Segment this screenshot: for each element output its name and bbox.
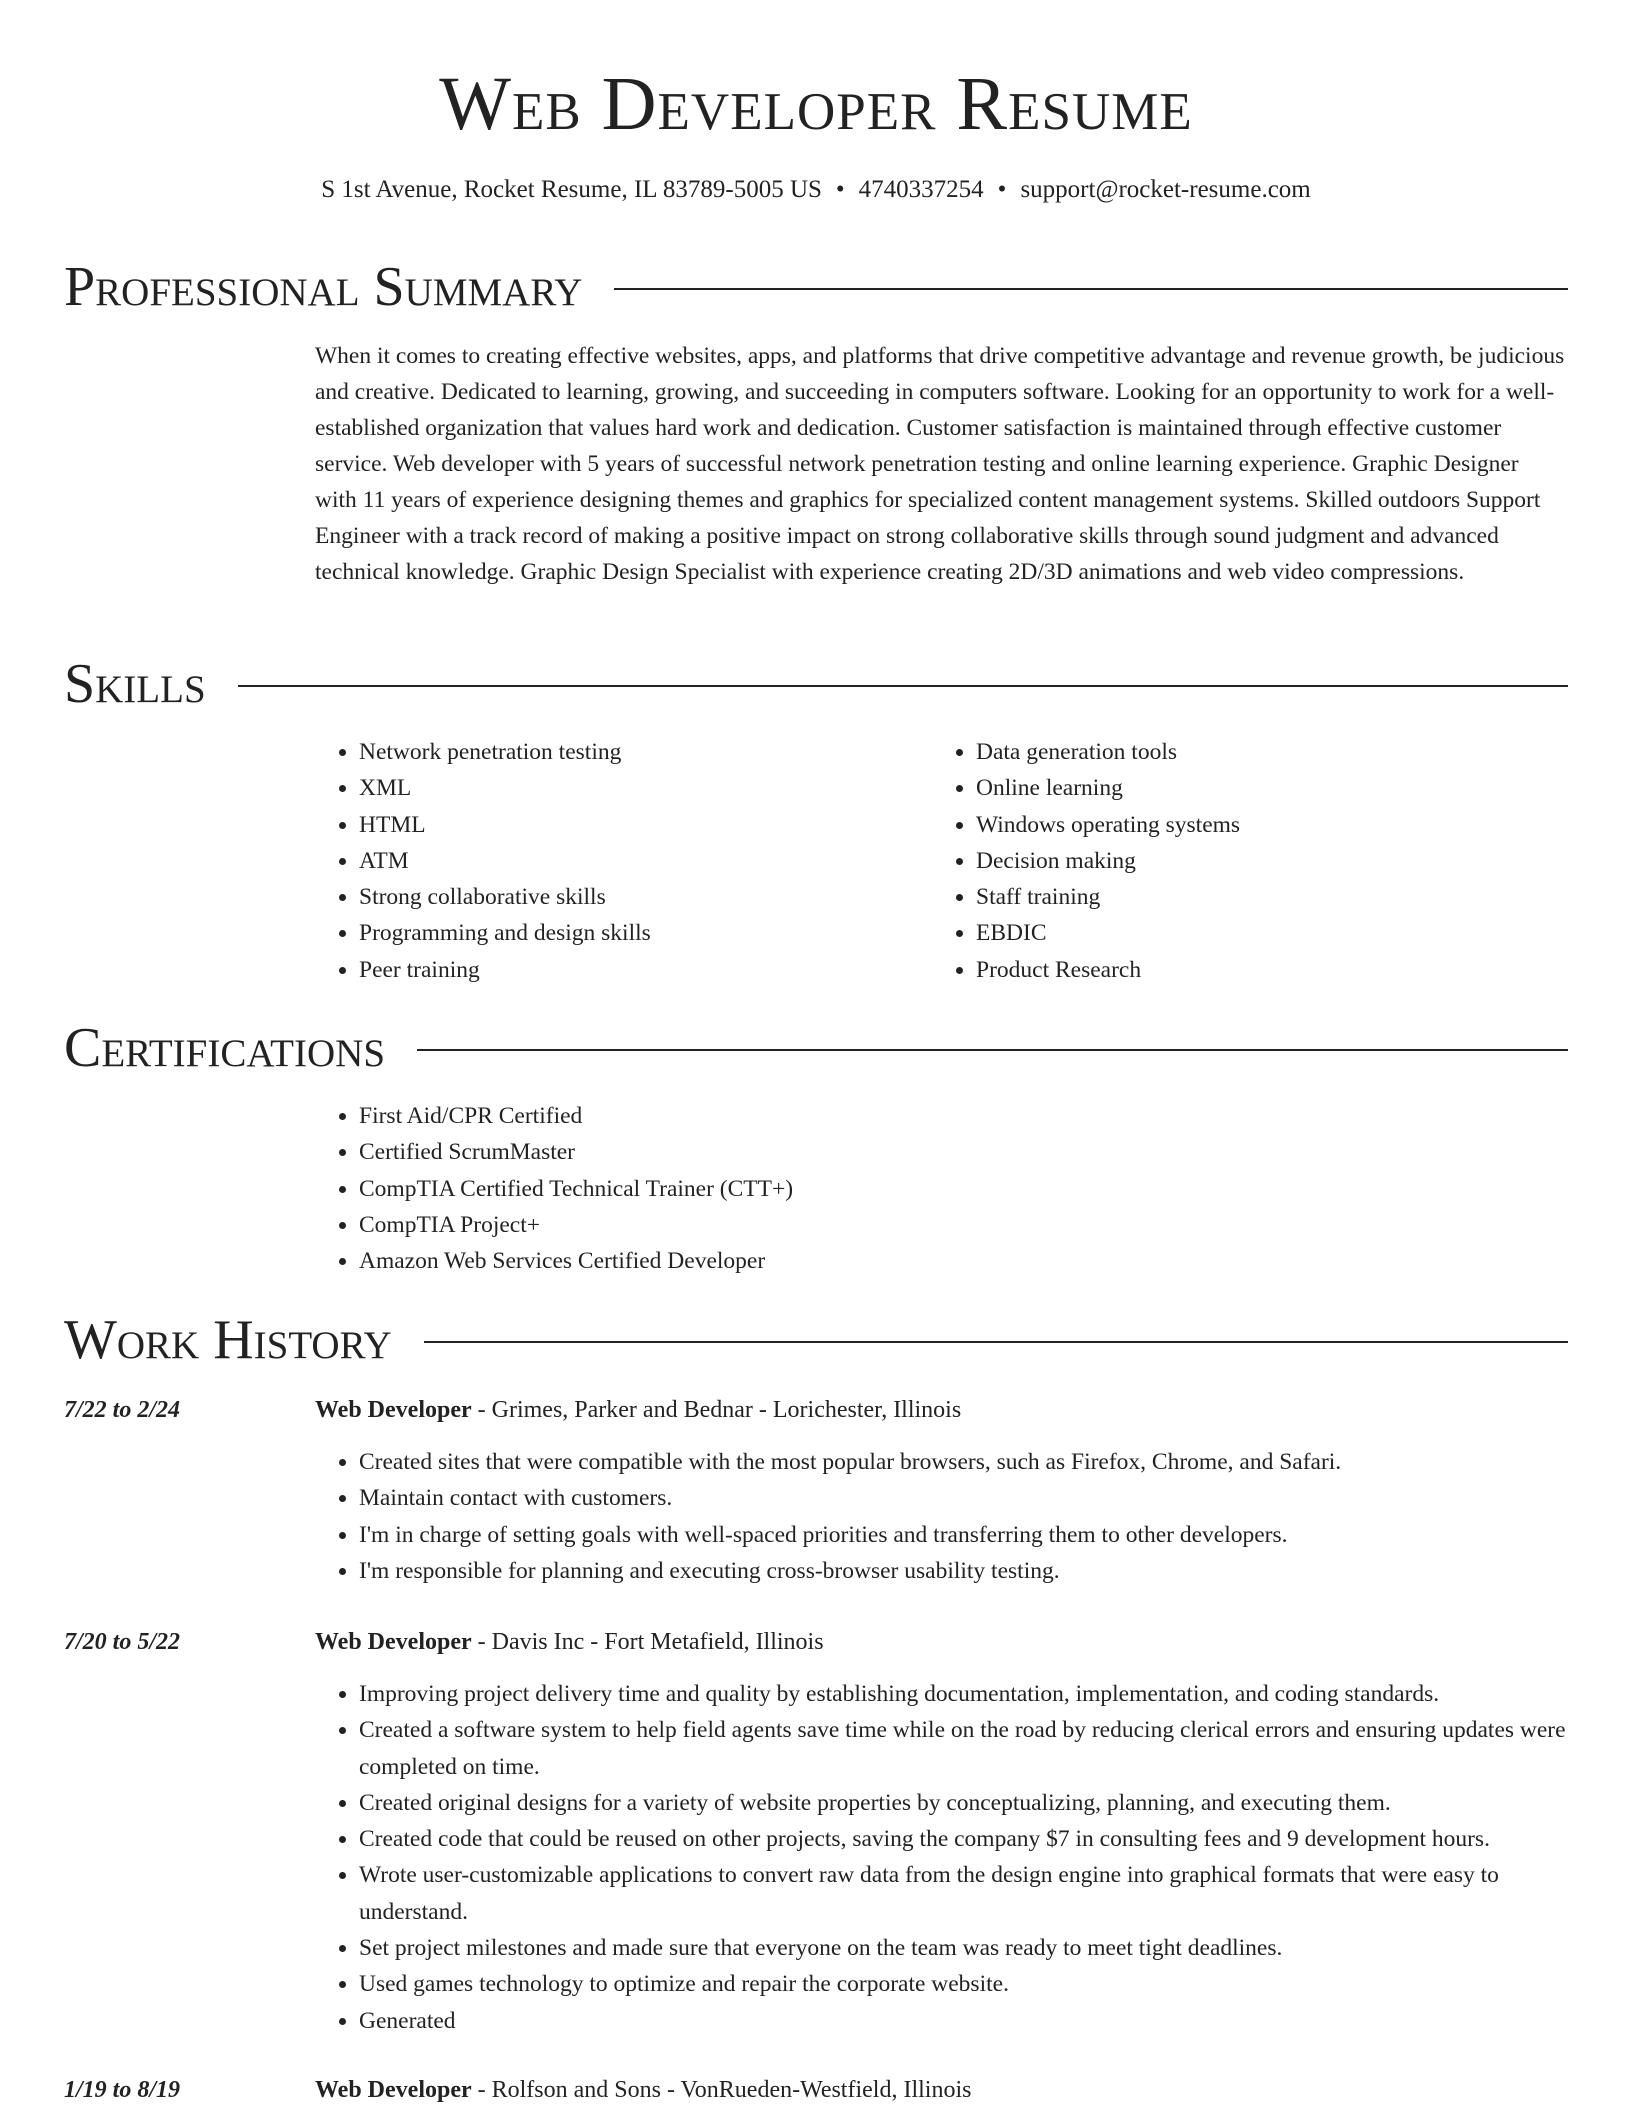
job-dates: 1/19 to 8/19: [64, 2077, 181, 2103]
job-bullet: • Wrote user-customizable applications to convert raw data from the design engine into graphical formats that were easy to understand.: [359, 1857, 1575, 1930]
job-bullet: • Created original designs for a variety of website properties by conceptualizing, planning, and executing them.: [359, 1785, 1575, 1821]
certification-item: • First Aid/CPR Certified: [359, 1098, 1215, 1134]
job-bullet: • Improving project delivery time and quality by establishing documentation, implementation, and coding standards.: [359, 1676, 1575, 1712]
certification-item: • CompTIA Project+: [359, 1207, 1215, 1243]
job-heading: [315, 1392, 1565, 1428]
certification-item: • CompTIA Certified Technical Trainer (CTT+): [359, 1171, 1215, 1207]
skill-item: • EBDIC: [976, 915, 1532, 951]
section-divider: [238, 685, 1568, 687]
contact-email: support@rocket-resume.com: [1020, 176, 1311, 203]
contact-separator: •: [997, 176, 1007, 203]
contact-separator: •: [835, 176, 845, 203]
skill-item: • ATM: [359, 843, 915, 879]
job-bullet: • Created sites that were compatible with the most popular browsers, such as Firefox, Chrome, and Safari.: [359, 1444, 1575, 1480]
skill-item: • Online learning: [976, 770, 1532, 806]
job-dates: 7/22 to 2/24: [64, 1397, 181, 1423]
skill-item: • Data generation tools: [976, 734, 1532, 770]
job-title: Web Developer: [315, 1629, 472, 1655]
skill-item: • Staff training: [976, 879, 1532, 915]
section-title-summary: Professional Summary: [64, 256, 583, 318]
skill-item: • Strong collaborative skills: [359, 879, 915, 915]
job-bullets: [315, 1444, 1575, 1589]
skills-list-right: [932, 734, 1532, 988]
section-header-certifications: [64, 1016, 1568, 1080]
skill-item: • Peer training: [359, 952, 915, 988]
skills-list-left: [315, 734, 915, 988]
contact-address: S 1st Avenue, Rocket Resume, IL 83789-5005 US: [321, 176, 822, 203]
resume-title: Web Developer Resume: [439, 62, 1193, 146]
certification-item: • Amazon Web Services Certified Developer: [359, 1243, 1215, 1279]
certification-item: • Certified ScrumMaster: [359, 1134, 1215, 1170]
section-divider: [614, 288, 1568, 290]
job-bullet: • Used games technology to optimize and repair the corporate website.: [359, 1966, 1575, 2002]
job-employer: - Davis Inc - Fort Metafield, Illinois: [471, 1629, 824, 1655]
contact-line: [0, 174, 1632, 206]
skill-item: • XML: [359, 770, 915, 806]
skill-item: • Windows operating systems: [976, 807, 1532, 843]
section-title-certifications: Certifications: [64, 1017, 386, 1079]
job-bullet: • Created code that could be reused on other projects, saving the company $7 in consulting fees and 9 development hours.: [359, 1821, 1575, 1857]
job-bullet: • I'm in charge of setting goals with well-spaced priorities and transferring them to other developers.: [359, 1517, 1575, 1553]
job-employer: - Grimes, Parker and Bednar - Lorichester, Illinois: [471, 1397, 962, 1423]
job-bullet: • Set project milestones and made sure that everyone on the team was ready to meet tight deadlines.: [359, 1930, 1575, 1966]
skill-item: • Product Research: [976, 952, 1532, 988]
job-bullets: [315, 1676, 1575, 2039]
job-employer: - Rolfson and Sons - VonRueden-Westfield, Illinois: [471, 2077, 972, 2103]
contact-phone: 4740337254: [858, 176, 984, 203]
skill-item: • Decision making: [976, 843, 1532, 879]
section-header-skills: [64, 652, 1568, 716]
job-dates: 7/20 to 5/22: [64, 1629, 181, 1655]
job-heading: [315, 1624, 1565, 1660]
job-bullet: • I'm responsible for planning and executing cross-browser usability testing.: [359, 1553, 1575, 1589]
skill-item: • Network penetration testing: [359, 734, 915, 770]
job-bullet: • Maintain contact with customers.: [359, 1480, 1575, 1516]
job-bullet: • Created a software system to help field agents save time while on the road by reducing clerical errors and ensuring updates were completed on time.: [359, 1712, 1575, 1785]
job-bullet: • Generated: [359, 2003, 1575, 2039]
job-heading: [315, 2072, 1565, 2108]
section-divider: [417, 1049, 1568, 1051]
section-header-summary: [64, 255, 1568, 319]
job-title: Web Developer: [315, 1397, 472, 1423]
skill-item: • HTML: [359, 807, 915, 843]
section-title-skills: Skills: [64, 653, 206, 715]
job-title: Web Developer: [315, 2077, 472, 2103]
certifications-list: [315, 1098, 1215, 1279]
section-title-work-history: Work History: [64, 1309, 392, 1371]
skill-item: • Programming and design skills: [359, 915, 915, 951]
section-header-work-history: [64, 1308, 1568, 1372]
summary-text: When it comes to creating effective websites, apps, and platforms that drive competitive advantage and revenue growth, be judicious and creative. Dedicated to learning, growing, and succeeding in computers software. Looking for an opportunity to work for a well-established organization that values hard work and dedication. Customer satisfaction is maintained through effective customer service. Web developer with 5 years of successful network penetration testing and online learning experience. Graphic Designer with 11 years of experience designing themes and graphics for specialized content management systems. Skilled outdoors Support Engineer with a track record of making a positive impact on strong collaborative skills through sound judgment and advanced technical knowledge. Graphic Design Specialist with experience creating 2D/3D animations and web video compressions.: [315, 343, 1565, 585]
section-divider: [424, 1341, 1568, 1343]
